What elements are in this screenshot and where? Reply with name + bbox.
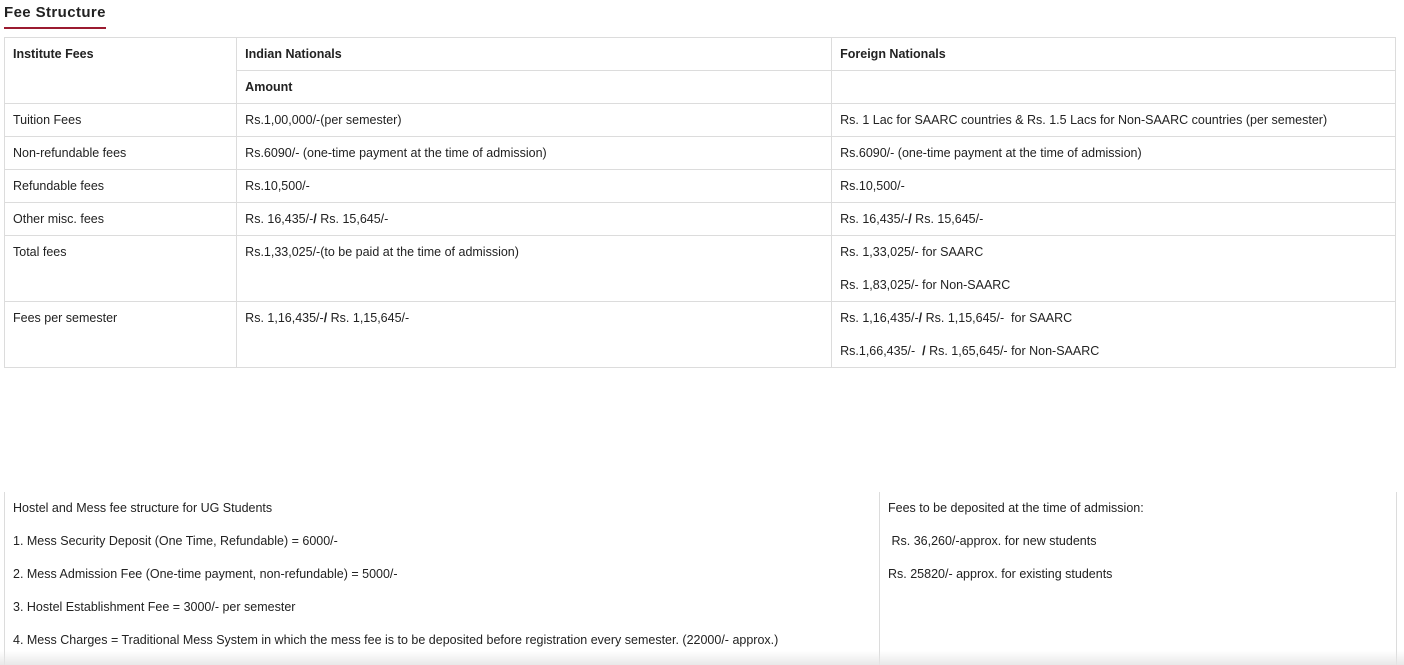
value-part: Rs. 1,65,645/- for Non-SAARC <box>925 344 1100 358</box>
row-label: Non-refundable fees <box>5 137 237 170</box>
value-part: Rs. 16,435/- <box>245 212 314 226</box>
header-foreign-nationals: Foreign Nationals <box>832 38 1396 71</box>
separator: / <box>323 311 328 325</box>
indian-value: Rs.10,500/- <box>237 170 832 203</box>
row-label: Total fees <box>5 236 237 302</box>
value-part: Rs. 15,645/- <box>316 212 389 226</box>
list-item: 3. Hostel Establishment Fee = 3000/- per semester <box>13 600 296 614</box>
hostel-title: Hostel and Mess fee structure for UG Students <box>13 501 273 515</box>
value-part: Rs. 16,435/- <box>840 212 909 226</box>
table-row <box>5 137 1396 170</box>
separator: / <box>918 311 923 325</box>
hostel-mess-table <box>4 492 1397 665</box>
header-indian-nationals: Indian Nationals <box>237 38 832 71</box>
table-row <box>5 236 1396 302</box>
table-row <box>5 302 1396 368</box>
indian-value <box>237 203 832 236</box>
value-part: Rs. 1,16,435/- <box>245 311 324 325</box>
row-label: Other misc. fees <box>5 203 237 236</box>
table-row <box>5 104 1396 137</box>
value-line: Rs. 1,83,025/- for Non-SAARC <box>840 278 1011 292</box>
value-part: Rs. 1,16,435/- <box>840 311 919 325</box>
list-item: 1. Mess Security Deposit (One Time, Refundable) = 6000/- <box>13 534 338 548</box>
value-part: Rs. 1,15,645/- <box>327 311 410 325</box>
list-item: 4. Mess Charges = Traditional Mess System in which the mess fee is to be deposited before registration every semester. (22000/- approx.) <box>13 633 779 647</box>
foreign-value: Rs.6090/- (one-time payment at the time of admission) <box>832 137 1396 170</box>
value-line <box>840 310 1387 326</box>
deposit-title: Fees to be deposited at the time of admission: <box>888 501 1144 515</box>
indian-value: Rs.6090/- (one-time payment at the time of admission) <box>237 137 832 170</box>
subheader-amount: Amount <box>237 71 832 104</box>
value-part: Rs. 15,645/- <box>911 212 984 226</box>
indian-value: Rs.1,00,000/-(per semester) <box>237 104 832 137</box>
row-label: Tuition Fees <box>5 104 237 137</box>
value-line: Rs. 1,33,025/- for SAARC <box>840 245 984 259</box>
table-row <box>5 170 1396 203</box>
value-part: Rs. 1,15,645/- for SAARC <box>922 311 1073 325</box>
value-part: Rs.1,66,435/- <box>840 344 923 358</box>
bottom-fade-overlay <box>0 651 1404 665</box>
separator: / <box>908 212 912 226</box>
foreign-value <box>832 236 1396 302</box>
table-header-row <box>5 38 1396 71</box>
hostel-mess-fees-cell <box>5 492 880 665</box>
list-item: 2. Mess Admission Fee (One-time payment, non-refundable) = 5000/- <box>13 567 398 581</box>
header-institute-fees: Institute Fees <box>5 38 237 104</box>
list-item: Rs. 25820/- approx. for existing students <box>888 567 1113 581</box>
foreign-value: Rs.10,500/- <box>832 170 1396 203</box>
page-title: Fee Structure <box>4 4 106 29</box>
fee-table <box>4 37 1396 368</box>
foreign-value <box>832 302 1396 368</box>
indian-value <box>237 302 832 368</box>
row-label: Fees per semester <box>5 302 237 368</box>
subheader-empty <box>832 71 1396 104</box>
hostel-row <box>5 492 1397 665</box>
indian-value: Rs.1,33,025/-(to be paid at the time of admission) <box>237 236 832 302</box>
table-row <box>5 203 1396 236</box>
admission-deposit-cell <box>880 492 1397 665</box>
row-label: Refundable fees <box>5 170 237 203</box>
list-item: Rs. 36,260/-approx. for new students <box>888 534 1097 548</box>
separator: / <box>313 212 317 226</box>
value-line <box>840 343 1387 359</box>
separator: / <box>922 344 926 358</box>
foreign-value: Rs. 1 Lac for SAARC countries & Rs. 1.5 Lacs for Non-SAARC countries (per semester) <box>832 104 1396 137</box>
foreign-value <box>832 203 1396 236</box>
